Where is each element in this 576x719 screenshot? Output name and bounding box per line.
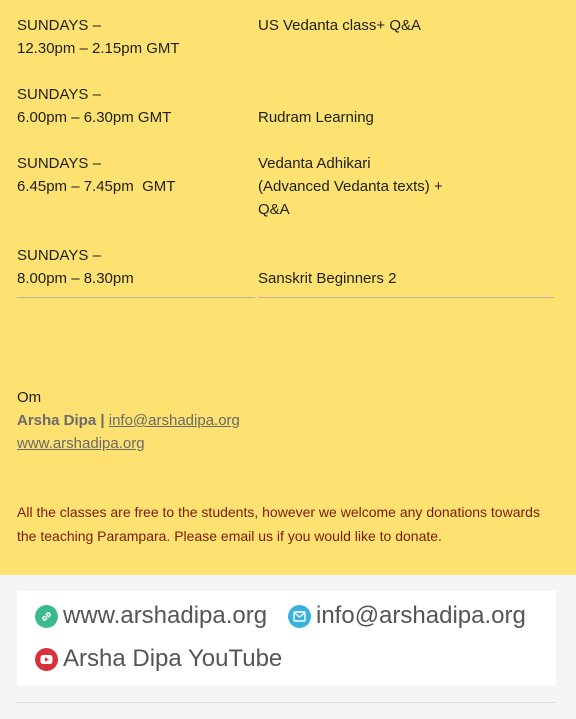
schedule-class (258, 244, 554, 290)
footer-divider (17, 702, 556, 703)
footer-website-link[interactable] (35, 602, 267, 630)
schedule-day: SUNDAYS – (17, 86, 101, 103)
table-divider (17, 297, 255, 298)
schedule-hours: 6.00pm – 6.30pm GMT (17, 109, 172, 126)
schedule-time (17, 14, 258, 83)
signature-email-link[interactable]: info@arshadipa.org (108, 412, 240, 429)
schedule-class (258, 83, 554, 152)
schedule-day: SUNDAYS – (17, 155, 101, 172)
footer-link-label: info@arshadipa.org (316, 602, 526, 629)
footer-links-panel (17, 591, 556, 686)
schedule-day: SUNDAYS – (17, 17, 101, 34)
schedule-row (17, 152, 554, 244)
schedule-class-line: Q&A (258, 201, 290, 218)
signature-separator: | (100, 412, 105, 429)
mail-icon (288, 605, 311, 628)
schedule-class-line: US Vedanta class+ Q&A (258, 17, 422, 34)
schedule-class-line: (Advanced Vedanta texts) + (258, 178, 443, 195)
email-signature (17, 386, 240, 455)
schedule-time (17, 152, 258, 244)
schedule-class (258, 14, 554, 83)
schedule-class-line: Rudram Learning (258, 109, 374, 126)
footer-link-label: www.arshadipa.org (63, 602, 268, 629)
footer-youtube-link[interactable] (35, 645, 282, 673)
signature-org-name: Arsha Dipa (17, 412, 97, 429)
schedule-class-spacer (258, 244, 554, 267)
schedule-class-line: Vedanta Adhikari (258, 155, 371, 172)
schedule-table (17, 14, 554, 290)
schedule-time (17, 244, 258, 290)
footer-link-label: Arsha Dipa YouTube (63, 645, 283, 672)
donation-note: All the classes are free to the students, however we welcome any donations towards the teaching Parampara. Please email us if you would like to donate. (17, 504, 540, 544)
schedule-time (17, 83, 258, 152)
footer-email-link[interactable] (288, 602, 526, 630)
schedule-row (17, 244, 554, 290)
schedule-hours: 8.00pm – 8.30pm (17, 270, 134, 287)
schedule-hours: 6.45pm – 7.45pm GMT (17, 178, 176, 195)
signature-greeting: Om (17, 389, 42, 406)
signature-line (17, 409, 240, 432)
schedule-day: SUNDAYS – (17, 247, 101, 264)
signature-website-link[interactable]: www.arshadipa.org (17, 435, 145, 452)
schedule-hours: 12.30pm – 2.15pm GMT (17, 40, 180, 57)
schedule-row (17, 83, 554, 152)
link-icon (35, 605, 58, 628)
schedule-row (17, 14, 554, 83)
schedule-class-line: Sanskrit Beginners 2 (258, 270, 397, 287)
schedule-class (258, 152, 554, 244)
youtube-icon (35, 648, 58, 671)
table-divider (258, 297, 554, 298)
schedule-class-spacer (258, 83, 554, 106)
